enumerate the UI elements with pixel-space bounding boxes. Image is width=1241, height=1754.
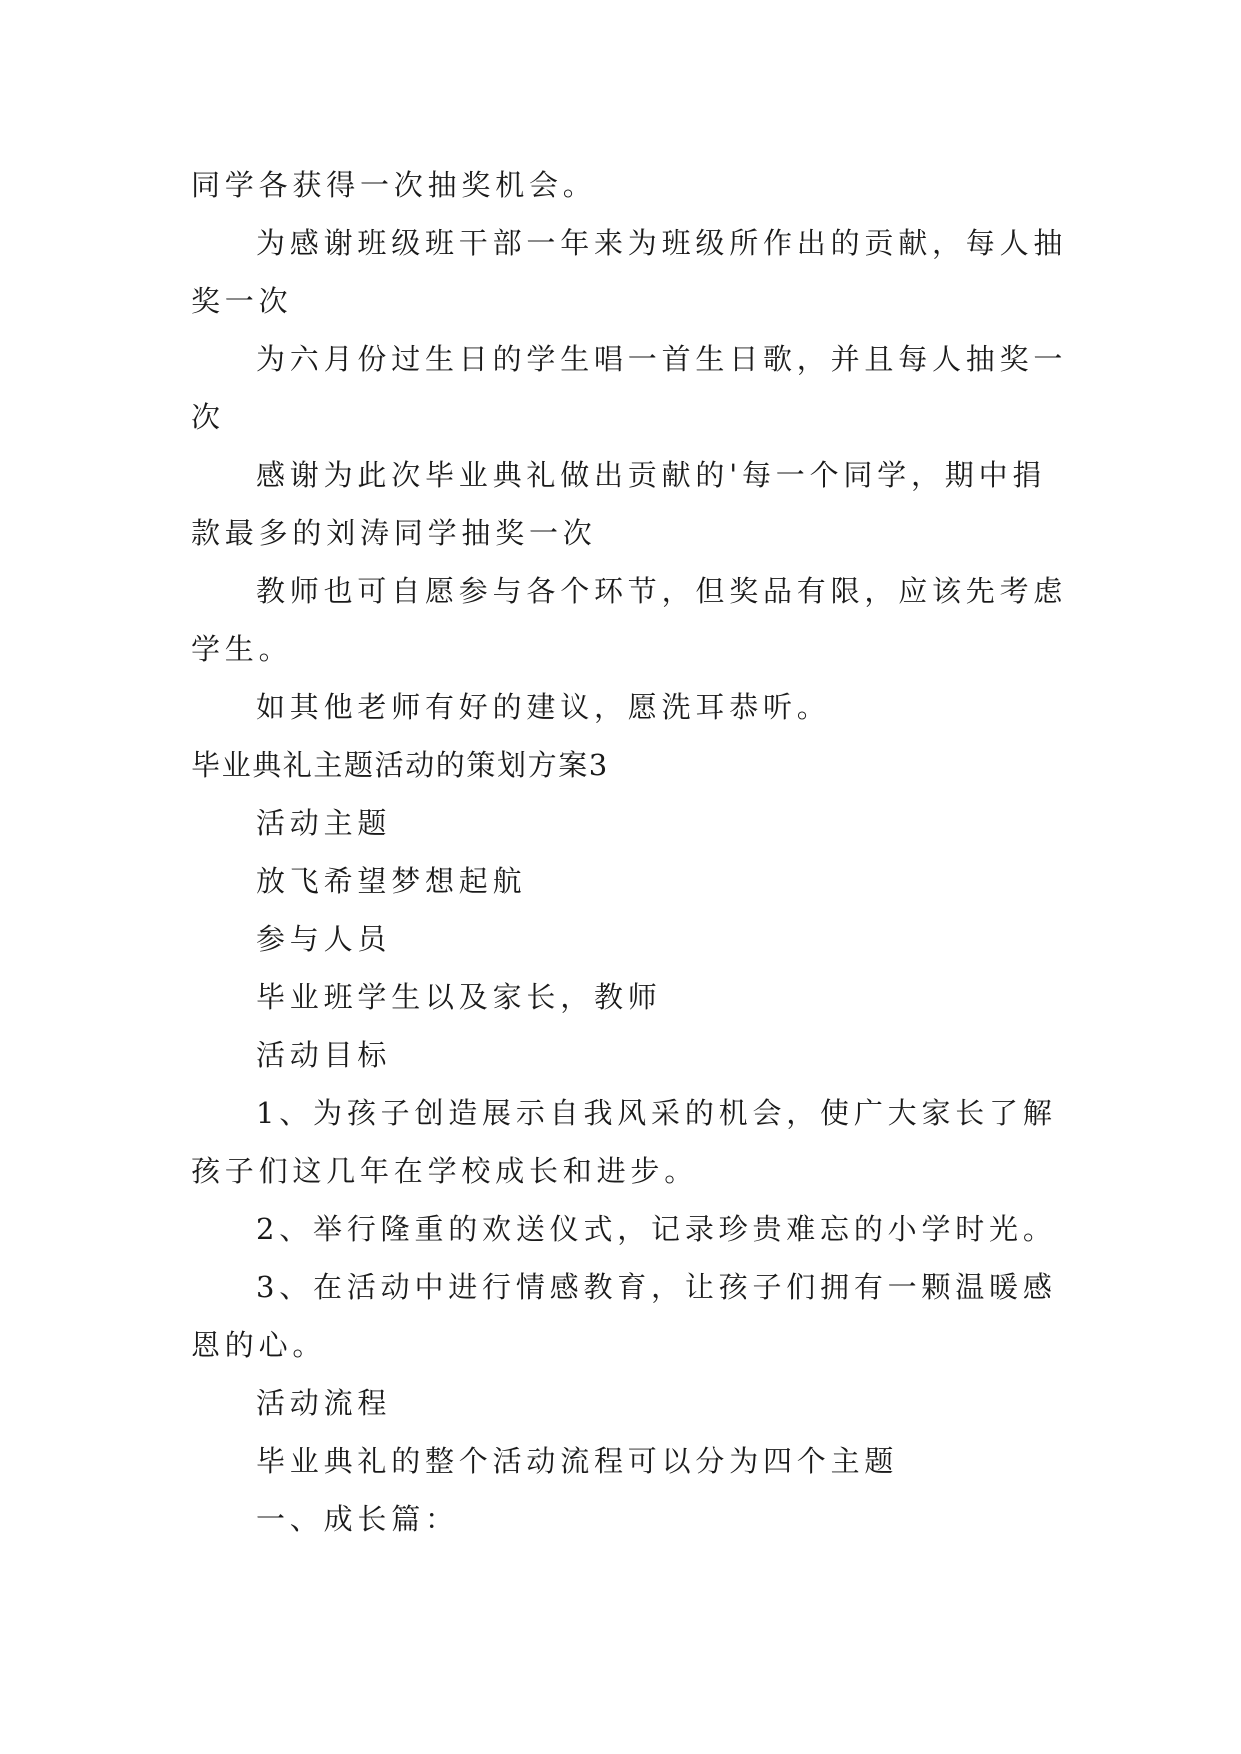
text-line: 学生。 (191, 632, 293, 666)
text-line: 活动主题 (256, 806, 392, 840)
section-heading: 毕业典礼主题活动的策划方案3 (191, 748, 609, 782)
text-line: 奖一次 (191, 284, 293, 318)
text-line: 款最多的刘涛同学抽奖一次 (191, 516, 597, 550)
text-line: 毕业班学生以及家长，教师 (256, 980, 662, 1014)
text-line: 一、成长篇： (256, 1502, 459, 1536)
text-line: 恩的心。 (191, 1328, 327, 1362)
text-line: 次 (191, 400, 225, 434)
text-line: 3、在活动中进行情感教育，让孩子们拥有一颗温暖感 (256, 1270, 1057, 1304)
text-line: 活动目标 (256, 1038, 392, 1072)
text-line: 为感谢班级班干部一年来为班级所作出的贡献，每人抽 (256, 226, 1068, 260)
text-line: 如其他老师有好的建议，愿洗耳恭听。 (256, 690, 831, 724)
text-line: 2、举行隆重的欢送仪式，记录珍贵难忘的小学时光。 (256, 1212, 1057, 1246)
text-line: 感谢为此次毕业典礼做出贡献的'每一个同学，期中捐 (256, 458, 1047, 492)
text-line: 同学各获得一次抽奖机会。 (191, 168, 597, 202)
text-line: 活动流程 (256, 1386, 392, 1420)
text-line: 毕业典礼的整个活动流程可以分为四个主题 (256, 1444, 899, 1478)
text-line: 为六月份过生日的学生唱一首生日歌，并且每人抽奖一 (256, 342, 1068, 376)
text-line: 参与人员 (256, 922, 392, 956)
text-line: 放飞希望梦想起航 (256, 864, 527, 898)
text-line: 孩子们这几年在学校成长和进步。 (191, 1154, 699, 1188)
text-line: 教师也可自愿参与各个环节，但奖品有限，应该先考虑 (256, 574, 1068, 608)
text-line: 1、为孩子创造展示自我风采的机会，使广大家长了解 (256, 1096, 1057, 1130)
